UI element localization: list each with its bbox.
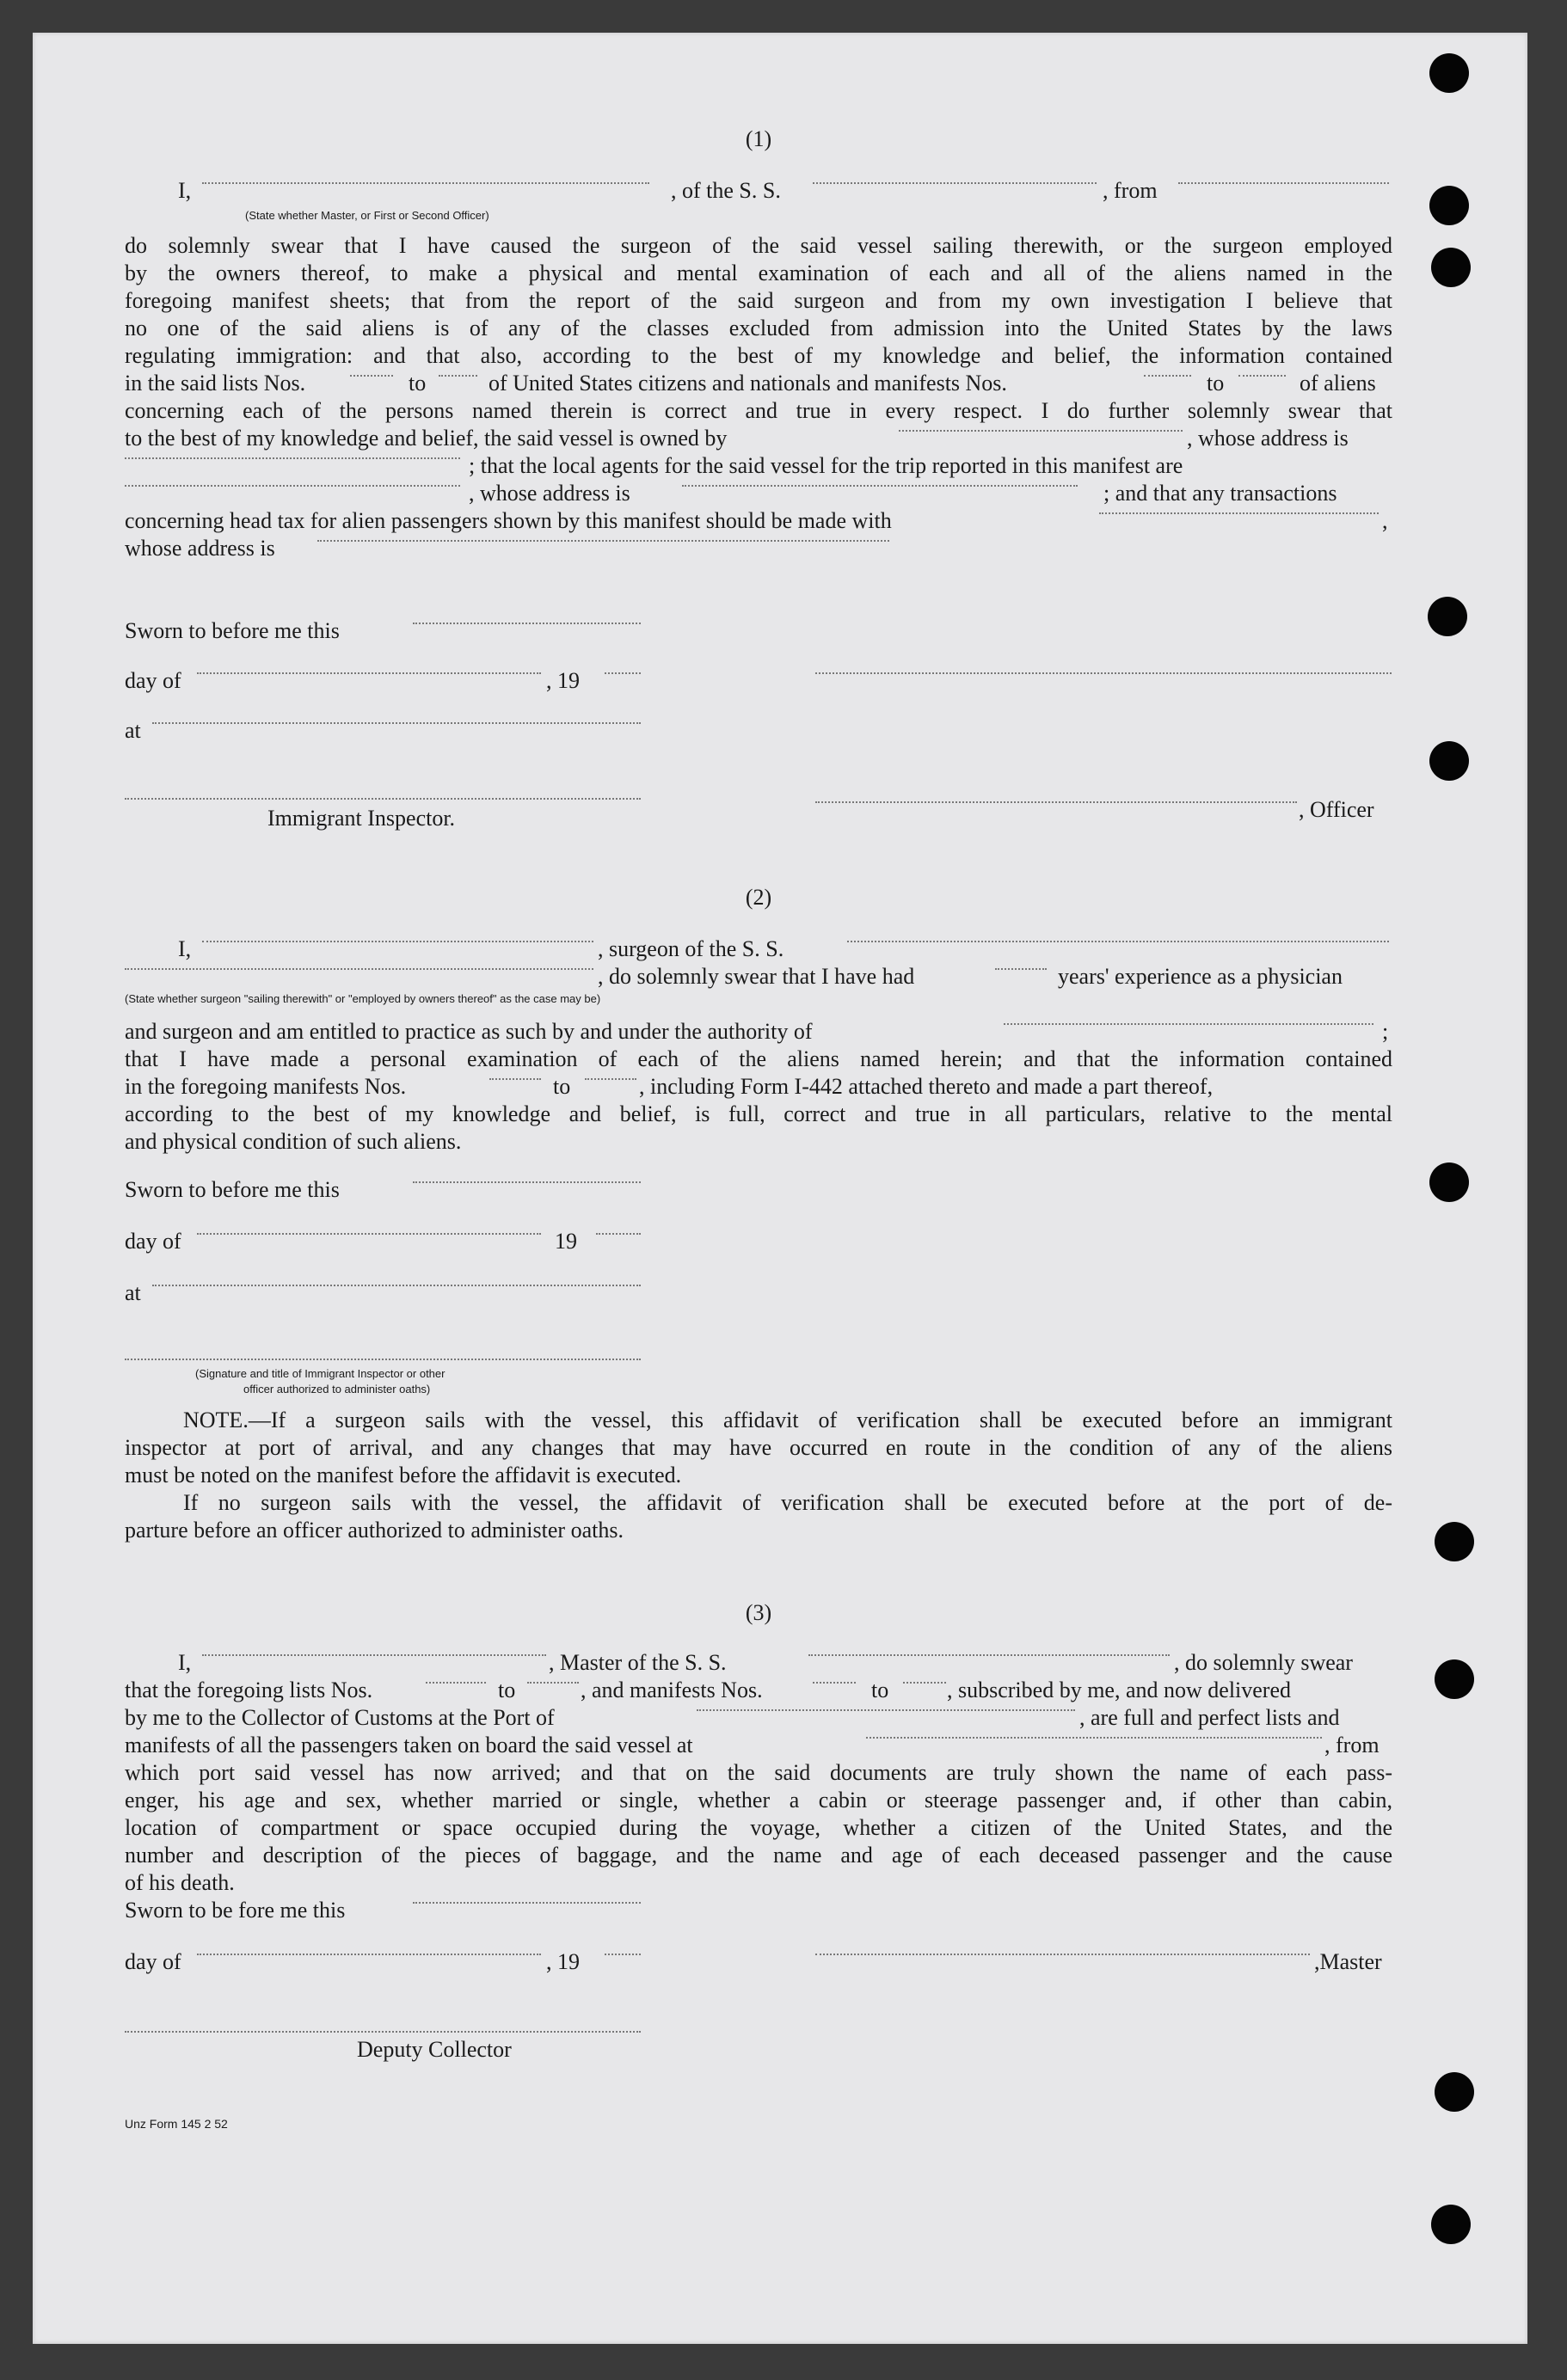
- lists-nos-label: that the foregoing lists Nos.: [125, 1678, 373, 1702]
- place-field[interactable]: [152, 1285, 641, 1286]
- body-line: enger, his age and sex, whether married or single, whether a cabin or steerage passenger and, if other than cabin,: [125, 1788, 1392, 1813]
- manifest-from-field[interactable]: [489, 1078, 541, 1080]
- note-block: [125, 1407, 1392, 1544]
- year-field[interactable]: [605, 672, 641, 674]
- at-label: at: [125, 718, 141, 743]
- of-ss-label: , of the S. S.: [671, 178, 781, 203]
- punch-hole: [1435, 2072, 1474, 2112]
- surgeon-ship-field[interactable]: [847, 941, 1389, 942]
- officer-signature-field[interactable]: [815, 672, 1392, 674]
- owned-by-label: to the best of my knowledge and belief, the said vessel is owned by: [125, 426, 728, 451]
- punch-hole: [1429, 741, 1469, 781]
- punch-hole: [1429, 53, 1469, 93]
- list-to-field[interactable]: [439, 375, 477, 377]
- body-line: number and description of the pieces of baggage, and the name and age of each deceased passenger and the cause: [125, 1843, 1392, 1868]
- lists-nos-label: in the said lists Nos.: [125, 371, 306, 396]
- master-signature-field[interactable]: [815, 1954, 1310, 1955]
- head-tax-contact-field[interactable]: [1099, 512, 1379, 514]
- board-port-field[interactable]: [866, 1737, 1322, 1739]
- year-label: , 19: [546, 1949, 580, 1974]
- form-code: Unz Form 145 2 52: [125, 2117, 228, 2131]
- board-label: manifests of all the passengers taken on board the said vessel at: [125, 1733, 693, 1757]
- surgeon-of-ss-label: , surgeon of the S. S.: [598, 936, 784, 961]
- body-line: location of compartment or space occupied during the voyage, whether a citizen of the United States, and the: [125, 1815, 1392, 1840]
- inspector-signature-field[interactable]: [125, 798, 641, 800]
- manifest-to-field[interactable]: [1238, 375, 1286, 377]
- punch-hole: [1429, 186, 1469, 225]
- port-label: by me to the Collector of Customs at the Port of: [125, 1705, 555, 1730]
- deputy-collector-label: Deputy Collector: [357, 2037, 512, 2062]
- swear-label: , do solemnly swear that I have had: [598, 964, 915, 989]
- section-2-body-2: [125, 1101, 1392, 1156]
- swear-label: , do solemnly swear: [1174, 1650, 1353, 1675]
- manifest-to-field[interactable]: [585, 1078, 636, 1080]
- full-lists-label: , are full and perfect lists and: [1079, 1705, 1340, 1730]
- body-line: of his death.: [125, 1870, 235, 1895]
- inspector-signature-field[interactable]: [125, 1359, 641, 1360]
- signature-caption: officer authorized to administer oaths): [243, 1383, 431, 1395]
- form-i442-label: , including Form I-442 attached thereto and made a part thereof,: [639, 1074, 1214, 1099]
- sworn-label: Sworn to be fore me this: [125, 1898, 346, 1923]
- body-line: no one of the said aliens is of any of the classes excluded from admission into the United States by the laws: [125, 316, 1392, 340]
- manifests-nos-label: of United States citizens and nationals and manifests Nos.: [489, 371, 1007, 396]
- owner-field[interactable]: [899, 430, 1183, 432]
- experience-label: years' experience as a physician: [1058, 964, 1343, 989]
- note-line: NOTE.—If a surgeon sails with the vessel, this affidavit of verification shall be executed before an immigrant: [183, 1408, 1392, 1432]
- ship-name-field[interactable]: [813, 182, 1097, 184]
- from-port-field[interactable]: [1178, 182, 1389, 184]
- i-label: I,: [178, 936, 192, 961]
- body-line: foregoing manifest sheets; that from the report of the said surgeon and from my own investigation I believe that: [125, 288, 1392, 313]
- day-of-label: day of: [125, 1229, 181, 1254]
- note-line: parture before an officer authorized to administer oaths.: [125, 1518, 624, 1543]
- comma: ,: [1382, 508, 1388, 533]
- body-line: regulating immigration: and that also, according to the best of my knowledge and belief, the information contained: [125, 343, 1392, 368]
- body-line: do solemnly swear that I have caused the surgeon of the said vessel sailing therewith, or the surgeon employed: [125, 233, 1392, 258]
- to-label: to: [871, 1678, 889, 1702]
- manifests-nos-label: , and manifests Nos.: [581, 1678, 763, 1702]
- section-1-number: [125, 126, 1392, 153]
- punch-hole: [1428, 597, 1467, 636]
- agents-field[interactable]: [125, 485, 460, 487]
- note-line: inspector at port of arrival, and any changes that may have occurred en route in the condition of any of the aliens: [125, 1435, 1392, 1460]
- body-line: and physical condition of such aliens.: [125, 1129, 462, 1154]
- immigrant-inspector-label: Immigrant Inspector.: [267, 806, 456, 831]
- whose-address-label: , whose address is: [1187, 426, 1349, 451]
- sworn-date-field[interactable]: [413, 623, 641, 624]
- whose-address-label: whose address is: [125, 536, 275, 561]
- agents-address-field[interactable]: [682, 485, 1078, 487]
- to-label: to: [409, 371, 427, 396]
- punch-hole: [1435, 1659, 1474, 1699]
- owner-address-field[interactable]: [125, 457, 460, 459]
- year-field[interactable]: [596, 1233, 641, 1235]
- sworn-label: Sworn to before me this: [125, 618, 340, 643]
- authority-label: and surgeon and am entitled to practice as such by and under the authority of: [125, 1019, 813, 1044]
- punch-hole: [1429, 1162, 1469, 1202]
- semicolon: ;: [1382, 1019, 1389, 1044]
- section-1-body: [125, 232, 1392, 370]
- list-to-field[interactable]: [527, 1682, 579, 1684]
- surgeon-type-field[interactable]: [125, 968, 593, 970]
- body-line: according to the best of my knowledge and belief, is full, correct and true in all particulars, relative to the mental: [125, 1101, 1392, 1126]
- manifests-nos-label: in the foregoing manifests Nos.: [125, 1074, 407, 1099]
- manifest-from-field[interactable]: [813, 1682, 856, 1684]
- officer-name-field[interactable]: [202, 182, 649, 184]
- section-2-body: [125, 1046, 1392, 1073]
- master-label: ,Master: [1314, 1949, 1382, 1974]
- manifest-to-field[interactable]: [903, 1682, 946, 1684]
- to-label: to: [498, 1678, 516, 1702]
- officer-label: , Officer: [1299, 797, 1374, 822]
- i-label: I,: [178, 178, 192, 203]
- year-label: , 19: [546, 668, 580, 693]
- list-from-field[interactable]: [350, 375, 393, 377]
- section-number: (3): [745, 1600, 772, 1625]
- transactions-label: ; and that any transactions: [1103, 481, 1337, 506]
- from-label: , from: [1324, 1733, 1380, 1757]
- master-ship-field[interactable]: [808, 1654, 1170, 1656]
- section-3-number: [125, 1599, 1392, 1627]
- manifest-from-field[interactable]: [1144, 375, 1191, 377]
- month-field[interactable]: [197, 1233, 541, 1235]
- note-line: must be noted on the manifest before the affidavit is executed.: [125, 1463, 682, 1488]
- i-label: I,: [178, 1650, 192, 1675]
- section-2-number: [125, 884, 1392, 911]
- month-field[interactable]: [197, 672, 541, 674]
- day-of-label: day of: [125, 1949, 181, 1974]
- year-label: 19: [555, 1229, 577, 1254]
- body-line: by the owners thereof, to make a physical and mental examination of each and all of the aliens named in the: [125, 261, 1392, 285]
- deputy-signature-field[interactable]: [125, 2031, 641, 2033]
- section-3-body: [125, 1759, 1392, 1897]
- sworn-date-field[interactable]: [413, 1902, 641, 1904]
- whose-address-label: , whose address is: [469, 481, 630, 506]
- section-number: (1): [745, 126, 772, 151]
- local-agents-label: ; that the local agents for the said vessel for the trip reported in this manifest are: [469, 453, 1183, 478]
- port-field[interactable]: [697, 1709, 1075, 1711]
- officer-caption: (State whether Master, or First or Second Officer): [245, 209, 489, 222]
- punch-hole: [1431, 2205, 1471, 2244]
- contact-address-field[interactable]: [317, 540, 889, 542]
- sworn-label: Sworn to before me this: [125, 1177, 340, 1202]
- to-label: to: [553, 1074, 571, 1099]
- body-line: which port said vessel has now arrived; and that on the said documents are truly shown the name of each pass-: [125, 1760, 1392, 1785]
- years-field[interactable]: [995, 968, 1047, 970]
- officer-name-signature-field[interactable]: [815, 801, 1297, 803]
- punch-hole: [1435, 1522, 1474, 1561]
- place-field[interactable]: [152, 722, 641, 724]
- surgeon-name-field[interactable]: [202, 941, 593, 942]
- section-1-body-2: [125, 397, 1392, 425]
- note-line: If no surgeon sails with the vessel, the affidavit of verification shall be executed before at the port of de-: [183, 1490, 1392, 1515]
- of-aliens-label: of aliens: [1300, 371, 1376, 396]
- list-from-field[interactable]: [426, 1682, 486, 1684]
- section-number: (2): [745, 885, 772, 910]
- surgeon-caption: (State whether surgeon "sailing therewith" or "employed by owners thereof" as the case may be): [125, 992, 601, 1005]
- head-tax-label: concerning head tax for alien passengers shown by this manifest should be made with: [125, 508, 892, 533]
- day-of-label: day of: [125, 668, 181, 693]
- at-label: at: [125, 1280, 141, 1305]
- sworn-date-field[interactable]: [413, 1181, 641, 1183]
- year-field[interactable]: [605, 1954, 641, 1955]
- body-line: that I have made a personal examination of each of the aliens named herein; and that the information contained: [125, 1046, 1392, 1071]
- form-page: [33, 33, 1527, 2344]
- master-of-ss-label: , Master of the S. S.: [549, 1650, 727, 1675]
- punch-hole: [1431, 248, 1471, 287]
- to-label: to: [1207, 371, 1225, 396]
- body-line: concerning each of the persons named therein is correct and true in every respect. I do further solemnly swear that: [125, 398, 1392, 423]
- master-name-field[interactable]: [202, 1654, 546, 1656]
- month-field[interactable]: [197, 1954, 541, 1955]
- authority-field[interactable]: [1004, 1023, 1373, 1025]
- signature-caption: (Signature and title of Immigrant Inspector or other: [195, 1367, 446, 1380]
- from-label: , from: [1103, 178, 1158, 203]
- subscribed-label: , subscribed by me, and now delivered: [947, 1678, 1292, 1702]
